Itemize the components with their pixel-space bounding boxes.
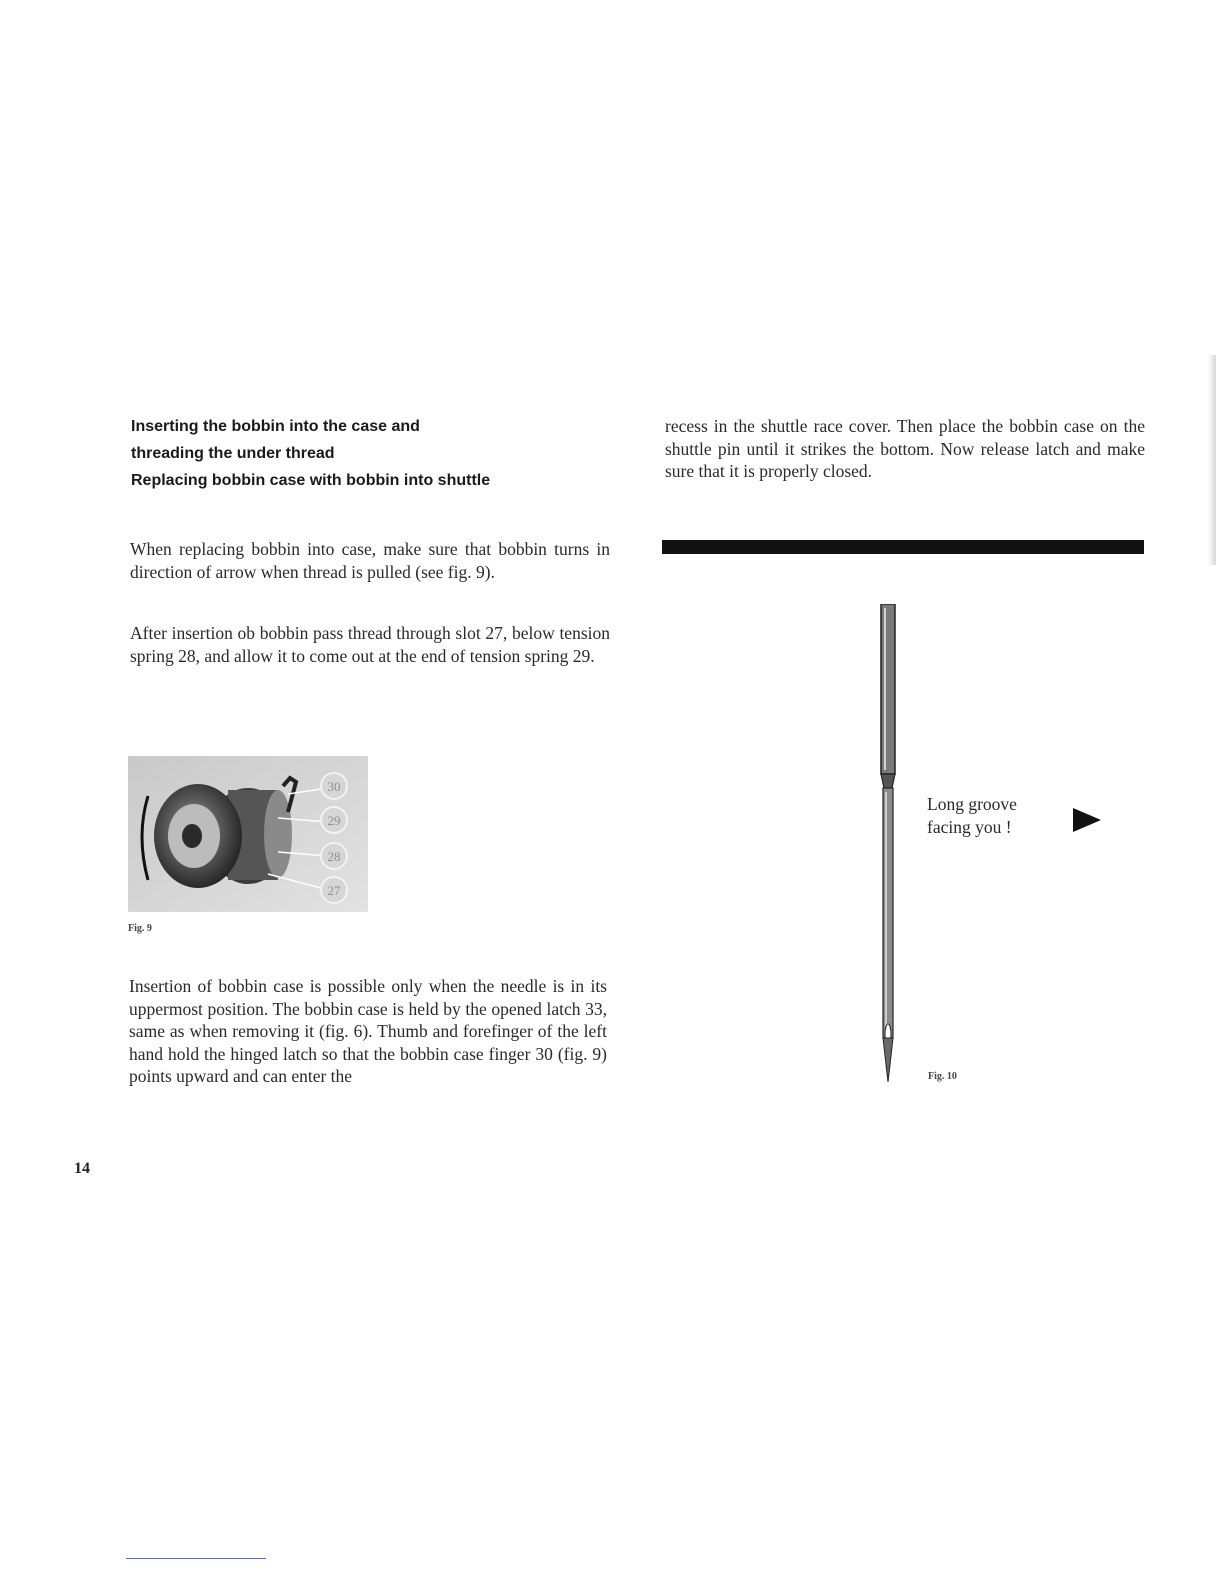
page-number: 14 [74, 1160, 90, 1177]
figure-10-caption: Fig. 10 [928, 1071, 957, 1082]
note-line-2: facing you ! [927, 817, 1012, 837]
heading-line-2: threading the under thread [131, 445, 335, 462]
paragraph-bobbin-direction: When replacing bobbin into case, make sure that bobbin turns in direction of arrow when thread is pulled (see fig. 9). [130, 539, 610, 582]
paragraph-insertion-bobbin-case: Insertion of bobbin case is possible only when the needle is in its uppermost position. The bobbin case is held by the opened latch 33, same as when removing it (fig. 6). Thumb and forefinger of the left hand hold the hinged latch so that the bobbin case finger 30 (fig. 9) points upward and can enter the [129, 976, 607, 1086]
bottom-underline [126, 1558, 266, 1559]
figure-9-bobbin-case-photo [128, 756, 368, 912]
paragraph-shuttle-race: recess in the shuttle race cover. Then place the bobbin case on the shuttle pin until it strikes the bottom. Now release latch and make sure that it is properly closed. [665, 416, 1145, 481]
needle-note [927, 793, 1017, 839]
note-line-1: Long groove [927, 794, 1017, 814]
figure-10-needle-illustration [870, 604, 910, 1084]
svg-text:30: 30 [327, 779, 341, 794]
section-heading [131, 413, 490, 494]
paragraph-thread-slot: After insertion ob bobbin pass thread through slot 27, below tension spring 28, and allow it to come out at the end of tension spring 29. [130, 623, 610, 666]
heading-line-1: Inserting the bobbin into the case and [131, 418, 420, 435]
callout-29 [321, 807, 347, 833]
triangle-arrow-icon [1073, 808, 1101, 832]
scan-edge-shadow [1208, 355, 1216, 565]
svg-text:29: 29 [327, 813, 341, 828]
figure-9-caption: Fig. 9 [128, 923, 152, 934]
callout-27 [321, 877, 347, 903]
svg-text:28: 28 [327, 849, 341, 864]
callout-28 [321, 843, 347, 869]
heading-line-3: Replacing bobbin case with bobbin into shuttle [131, 472, 491, 489]
svg-text:27: 27 [327, 883, 341, 898]
callout-30 [321, 773, 347, 799]
horizontal-rule [662, 540, 1144, 554]
